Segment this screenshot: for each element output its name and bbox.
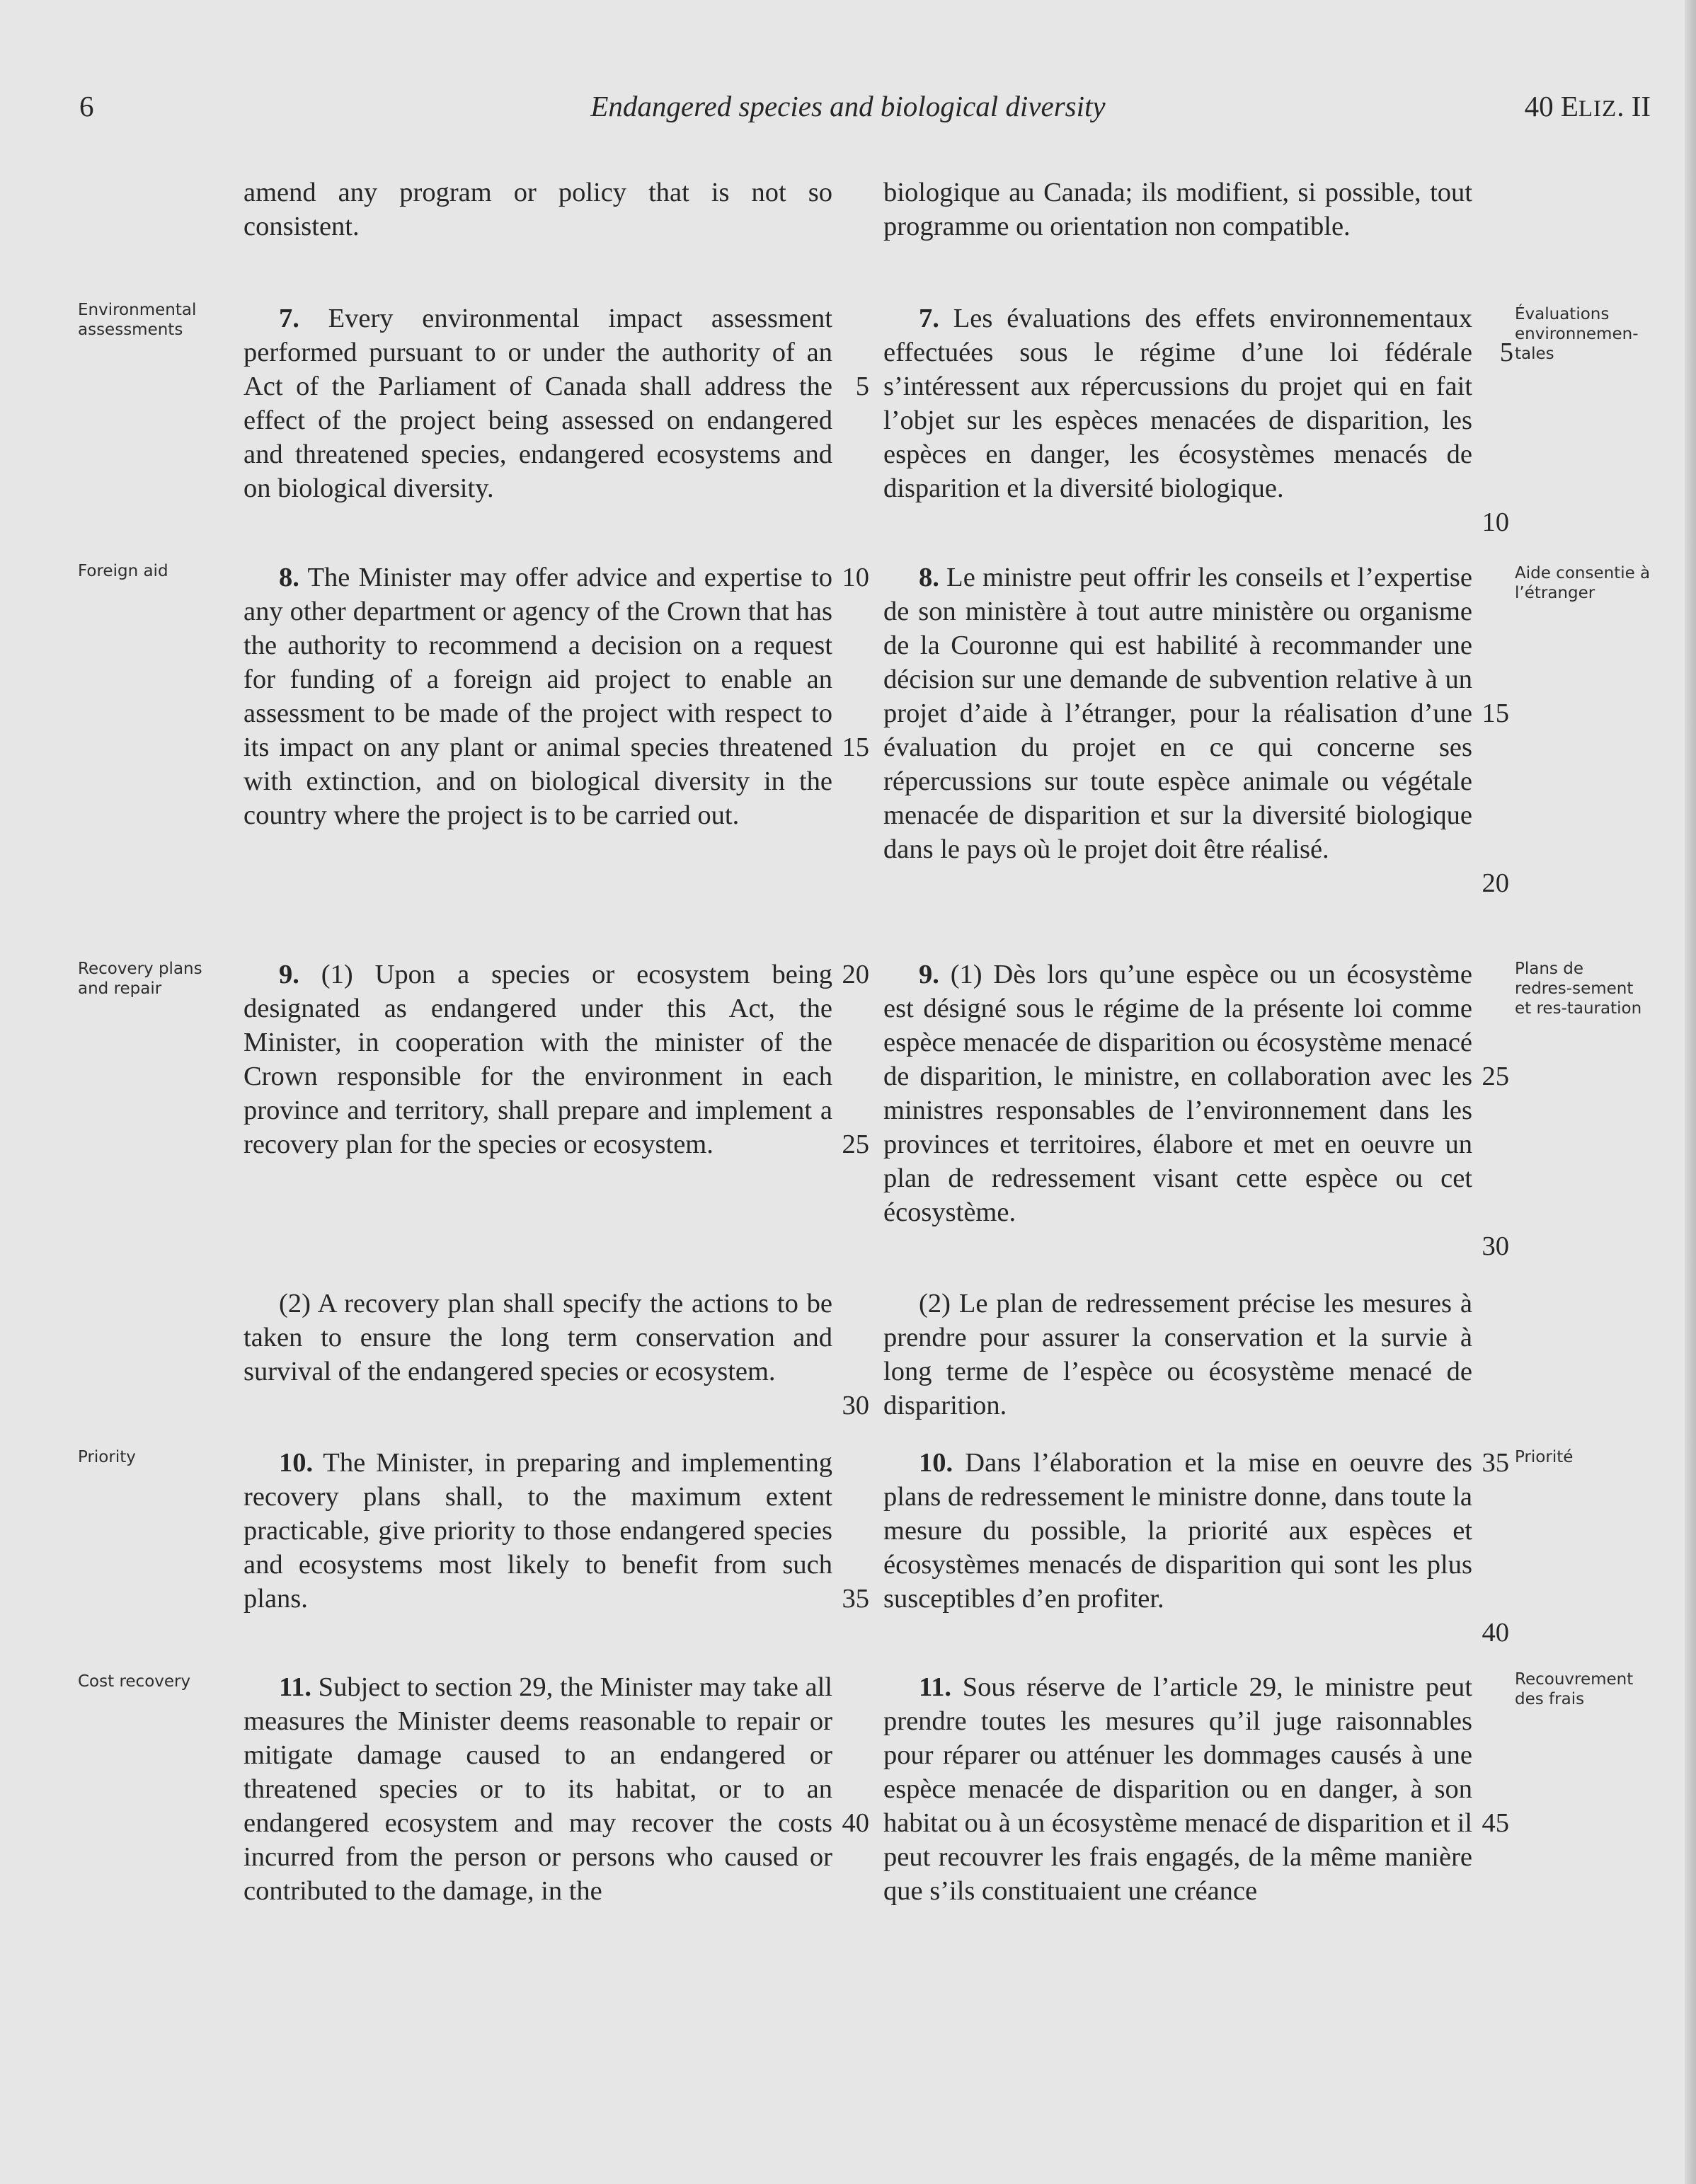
en-section-8 bbox=[243, 561, 832, 832]
en-s7-number: 7. bbox=[279, 304, 299, 333]
fr-section-8 bbox=[883, 561, 1472, 866]
line-number: 20 bbox=[1482, 868, 1509, 898]
fr-s7-number: 7. bbox=[919, 304, 939, 333]
en-s8-text: The Minister may offer advice and expertise to any other department or agency of the Crown that has the authority to recommend a decision on a request for funding of a foreign aid project to enable an assessment to be made of the project with respect to its impact on any plant or animal species threatened with extinction, and on biological diversity in the country where the project is to be carried out. bbox=[243, 563, 832, 830]
line-number: 10 bbox=[842, 563, 869, 592]
line-number: 25 bbox=[842, 1130, 869, 1159]
sidenote-environmental-assessments: Environmental assessments bbox=[78, 301, 197, 339]
line-number: 40 bbox=[1482, 1618, 1509, 1648]
page-number: 6 bbox=[79, 90, 94, 122]
en-s8-number: 8. bbox=[279, 563, 299, 592]
fr-s7-text: Les évaluations des effets environnementaux effectuées sous le régime d’une loi fédérale s’intéressent aux répercussions du projet qui en fait l’objet sur les espèces menacées de disparition, les espèces en danger, les écosystèmes menacés de disparition et la diversité biologique. bbox=[883, 304, 1472, 503]
page-edge bbox=[1685, 0, 1696, 2184]
line-number: 5 bbox=[855, 372, 869, 401]
en-s9-text: (1) Upon a species or ecosystem being designated as endangered under this Act, the Minister, in cooperation with the minister of the Crown responsible for the environment in each province and territory, shall prepare and implement a recovery plan for the species or ecosystem. bbox=[243, 960, 832, 1159]
sidenote-evaluations: Évaluations environnemen-tales bbox=[1515, 305, 1639, 363]
en-section-9-1 bbox=[243, 958, 832, 1161]
line-number: 15 bbox=[1482, 699, 1509, 728]
line-number: 10 bbox=[1482, 507, 1509, 537]
line-number: 20 bbox=[842, 960, 869, 989]
en-s7-text: Every environmental impact assessment performed pursuant to or under the authority of an Act of the Parliament of Canada shall address the effect of the project being assessed on endangered and threatened species, endangered ecosystems and on biological diversity. bbox=[243, 304, 832, 503]
sidenote-recovery-plans: Recovery plans and repair bbox=[78, 960, 202, 998]
sidenote-plans: Plans de redres-sement et res-tauration bbox=[1515, 960, 1642, 1018]
fr-s11-text: Sous réserve de l’article 29, le ministre peut prendre toutes les mesures qu’il juge raisonnables pour réparer ou atténuer les dommages causés à une espèce menacée de disparition ou en danger, à son habitat ou à un écosystème menacé de disparition et il peut recouvrer les frais engagés, de la même manière que s’ils constituaient une créance bbox=[883, 1672, 1472, 1906]
line-number: 45 bbox=[1482, 1808, 1509, 1838]
sidenote-cost-recovery: Cost recovery bbox=[78, 1672, 191, 1691]
sidenote-foreign-aid: Foreign aid bbox=[78, 562, 168, 580]
line-number: 30 bbox=[842, 1391, 869, 1420]
fr-s9-text: (1) Dès lors qu’une espèce ou un écosystème est désigné sous le régime de la présente loi comme espèce menacée de disparition ou écosystème menacé de disparition, le ministre, en collaboration avec les ministres responsables de l’environnement dans les provinces et territoires, élabore et met en oeuvre un plan de redressement visant cette espèce ou cet écosystème. bbox=[883, 960, 1472, 1227]
fr-section-9-1 bbox=[883, 958, 1472, 1229]
fr-s10-number: 10. bbox=[919, 1448, 953, 1478]
en-s11-text: Subject to section 29, the Minister may take all measures the Minister deems reasonable to repair or mitigate damage caused to an endangered or threatened species or to its habitat, or to an endangered ecosystem and may recover the costs incurred from the person or persons who caused or contributed to the damage, in the bbox=[243, 1672, 832, 1906]
en-s10-number: 10. bbox=[279, 1448, 314, 1478]
sidenote-priorite: Priorité bbox=[1515, 1448, 1574, 1466]
regnal-year bbox=[1525, 88, 1651, 127]
line-number: 15 bbox=[842, 732, 869, 762]
en-section-11 bbox=[243, 1670, 832, 1908]
fr-section-7 bbox=[883, 301, 1472, 505]
fr-s8-text: Le ministre peut offrir les conseils et l’expertise de son ministère à tout autre ministère ou organisme de la Couronne qui est habilité à recommander une décision sur une demande de subvention relative à un projet d’aide à l’étranger, pour la réalisation d’une évaluation du projet en ce qui concerne ses répercussions sur toute espèce animale ou végétale menacée de disparition et sur la diversité biologique dans le pays où le projet doit être réalisé. bbox=[883, 563, 1472, 864]
fr-section-10 bbox=[883, 1446, 1472, 1616]
line-number: 30 bbox=[1482, 1231, 1509, 1261]
en-s9-number: 9. bbox=[279, 960, 299, 989]
en-s11-number: 11. bbox=[279, 1672, 312, 1702]
line-number: 35 bbox=[1482, 1448, 1509, 1478]
en-section-10 bbox=[243, 1446, 832, 1616]
regnal-year-prefix: 40 E bbox=[1524, 90, 1578, 122]
line-number: 35 bbox=[842, 1584, 869, 1614]
fr-section-11 bbox=[883, 1670, 1472, 1908]
en-continuation: amend any program or policy that is not so consistent. bbox=[243, 178, 832, 241]
fr-s9-number: 9. bbox=[919, 960, 939, 989]
sidenote-recouvrement: Recouvrement des frais bbox=[1515, 1670, 1634, 1708]
line-number: 40 bbox=[842, 1808, 869, 1838]
fr-continuation: biologique au Canada; ils modifient, si possible, tout programme ou orientation non compatible. bbox=[883, 178, 1472, 241]
line-number: 25 bbox=[1482, 1062, 1509, 1091]
regnal-year-suffix: . II bbox=[1617, 90, 1651, 122]
en-section-7 bbox=[243, 301, 832, 505]
fr-section-9-2: (2) Le plan de redressement précise les mesures à prendre pour assurer la conservation et la survie à long terme de l’espèce ou écosystème menacé de disparition. bbox=[883, 1289, 1472, 1420]
fr-s11-number: 11. bbox=[919, 1672, 952, 1702]
regnal-year-smallcaps: LIZ bbox=[1578, 96, 1617, 122]
en-s10-text: The Minister, in preparing and implementing recovery plans shall, to the maximum extent practicable, give priority to those endangered species and ecosystems most likely to benefit from such plans. bbox=[243, 1448, 832, 1614]
fr-s10-text: Dans l’élaboration et la mise en oeuvre des plans de redressement le ministre donne, dans toute la mesure du possible, la priorité aux espèces et écosystèmes menacés de disparition qui sont les plus susceptibles d’en profiter. bbox=[883, 1448, 1472, 1614]
fr-s8-number: 8. bbox=[919, 563, 939, 592]
sidenote-aide: Aide consentie à l’étranger bbox=[1515, 564, 1651, 602]
sidenote-priority: Priority bbox=[78, 1448, 136, 1466]
en-section-9-2: (2) A recovery plan shall specify the actions to be taken to ensure the long term conservation and survival of the endangered species or ecosystem. bbox=[243, 1289, 832, 1386]
running-title: Endangered species and biological diversity bbox=[590, 90, 1106, 122]
line-number: 5 bbox=[1499, 338, 1513, 367]
